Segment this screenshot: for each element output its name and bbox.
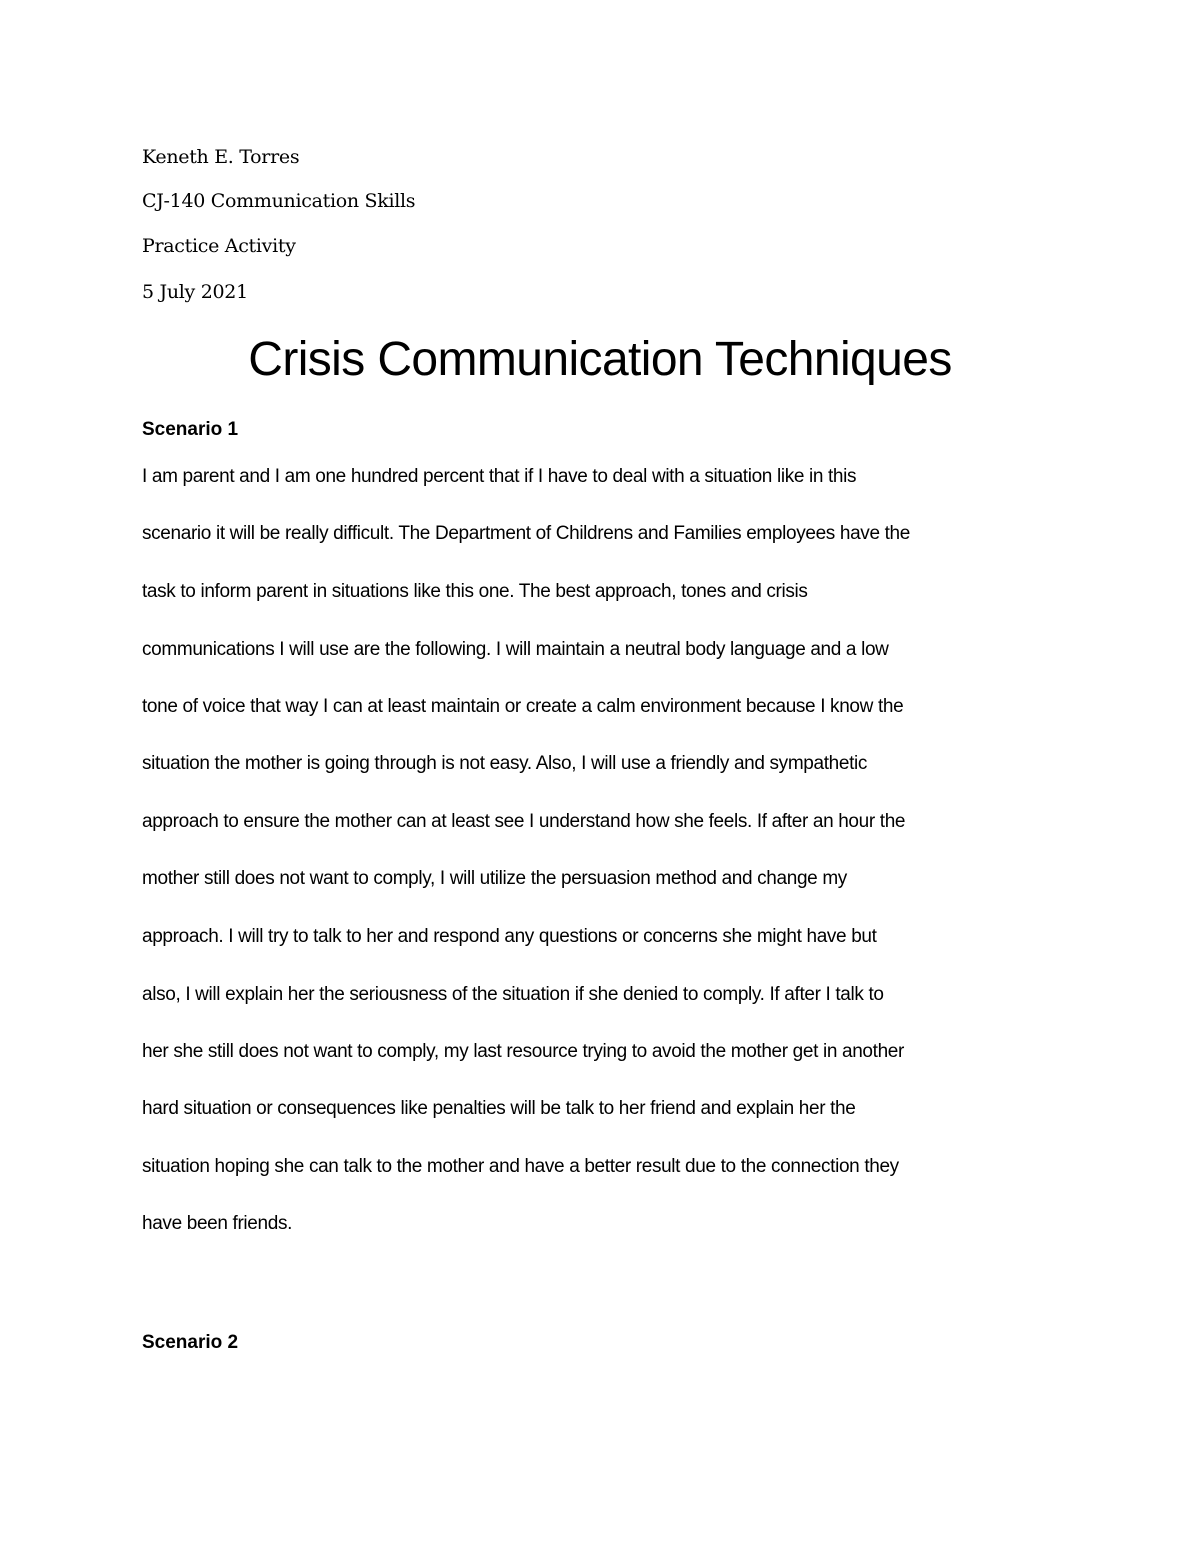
body-line: approach to ensure the mother can at least see I understand how she feels. If after an hour the (142, 811, 906, 832)
document-date: 5 July 2021 (142, 281, 248, 303)
body-line: I am parent and I am one hundred percent that if I have to deal with a situation like in this (142, 466, 857, 487)
body-line: situation the mother is going through is not easy. Also, I will use a friendly and sympathetic (142, 753, 868, 774)
course-name: CJ-140 Communication Skills (142, 190, 416, 212)
assignment-name: Practice Activity (142, 235, 296, 257)
body-line: situation hoping she can talk to the mother and have a better result due to the connection they (142, 1156, 899, 1177)
body-line: mother still does not want to comply, I will utilize the persuasion method and change my (142, 868, 847, 889)
scenario-2-heading: Scenario 2 (142, 1332, 239, 1353)
body-line: communications I will use are the following. I will maintain a neutral body language and a low (142, 639, 889, 660)
author-name: Keneth E. Torres (142, 146, 300, 168)
body-line: approach. I will try to talk to her and respond any questions or concerns she might have but (142, 926, 877, 947)
body-line: her she still does not want to comply, my last resource trying to avoid the mother get in another (142, 1041, 904, 1062)
page-title: Crisis Communication Techniques (248, 333, 952, 386)
scenario-1-heading: Scenario 1 (142, 419, 239, 440)
body-line: tone of voice that way I can at least maintain or create a calm environment because I know the (142, 696, 904, 717)
body-line: scenario it will be really difficult. The Department of Childrens and Families employees have the (142, 523, 910, 544)
body-line: task to inform parent in situations like this one. The best approach, tones and crisis (142, 581, 808, 602)
body-line: have been friends. (142, 1213, 293, 1234)
body-line: hard situation or consequences like penalties will be talk to her friend and explain her the (142, 1098, 856, 1119)
body-line: also, I will explain her the seriousness of the situation if she denied to comply. If after I talk to (142, 984, 884, 1005)
